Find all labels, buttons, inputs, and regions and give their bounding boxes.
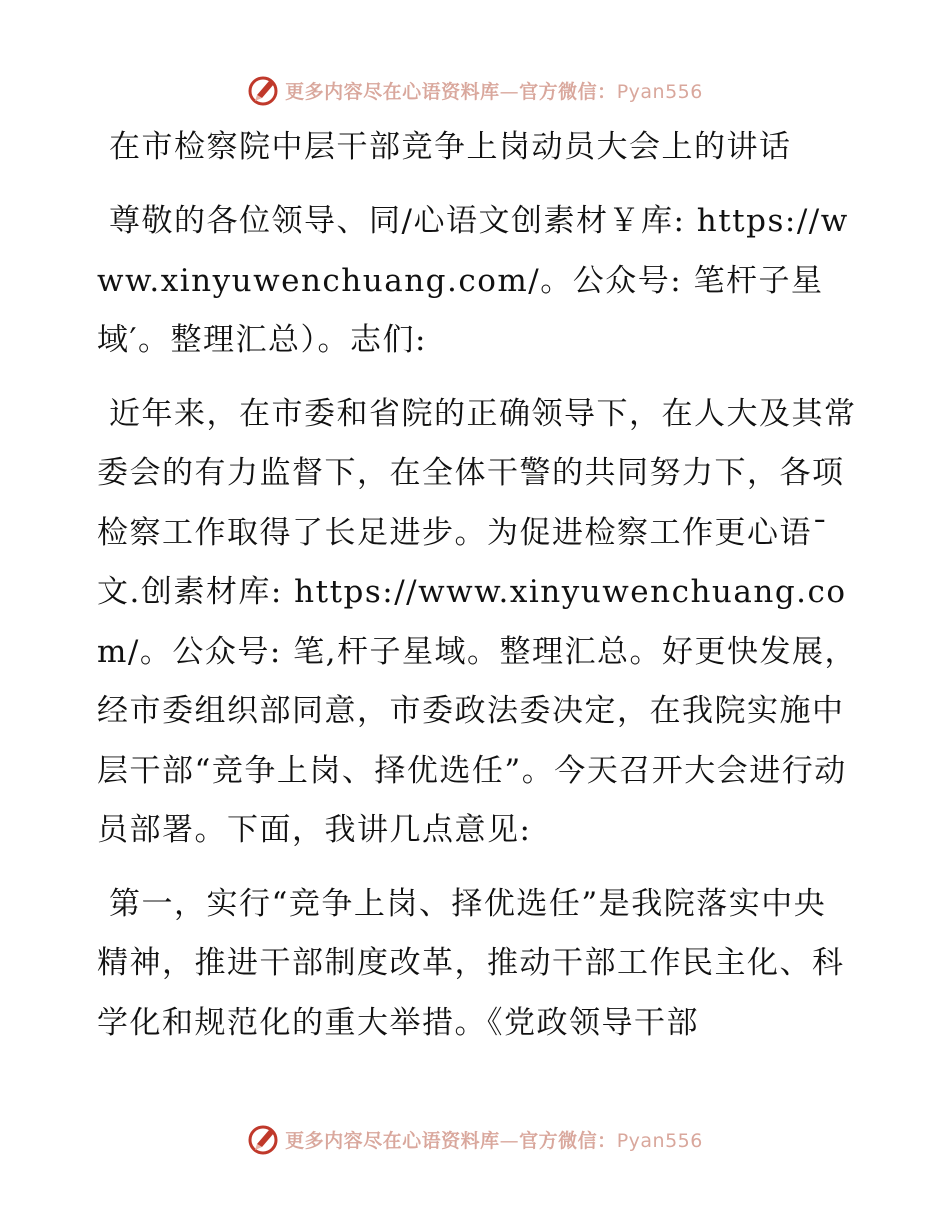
paragraph-intro: 近年来，在市委和省院的正确领导下，在人大及其常委会的有力监督下，在全体干警的共同努力下，各项检察工作取得了长足进步。为促进检察工作更心语¯文.创素材库: https://www.xinyuwenchuang.com/。公众号: 笔,杆子星域。整理汇总。好更快发展，经市委组织部同意，市委政法委决定，在我院实施中层干部“竞争上岗、择优选任”。今天召开大会进行动员部署。下面，我讲几点意见: xyxy=(97,395,857,848)
header-banner-slogan: 更多内容尽在心语资料库 xyxy=(285,80,500,103)
paragraph-first-point: 第一，实行“竞争上岗、择优选任”是我院落实中央精神，推进干部制度改革，推动干部工作民主化、科学化和规范化的重大举措。《党政领导干部 xyxy=(97,885,845,1041)
header-banner-separator: — xyxy=(499,80,520,103)
footer-banner-separator: — xyxy=(499,1129,520,1152)
footer-banner-wechat-id: Pyan556 xyxy=(616,1129,703,1152)
header-banner-wechat-id: Pyan556 xyxy=(616,80,703,103)
document-title: 在市检察院中层干部竞争上岗动员大会上的讲话 xyxy=(109,129,792,165)
header-banner-text xyxy=(285,77,703,104)
footer-banner-slogan: 更多内容尽在心语资料库 xyxy=(285,1129,500,1152)
pen-logo-icon xyxy=(247,73,281,107)
footer-banner-text xyxy=(285,1126,703,1153)
paragraph-greeting: 尊敬的各位领导、同/心语文创素材￥库: https://www.xinyuwenchuang.com/。公众号: 笔杆子星域′。整理汇总）。志们: xyxy=(97,203,849,358)
footer-banner-wechat-label: 官方微信： xyxy=(519,1129,617,1152)
pen-logo-icon xyxy=(247,1122,281,1156)
footer-banner xyxy=(0,1121,950,1157)
document-body xyxy=(97,118,857,1053)
header-banner xyxy=(0,72,950,108)
header-banner-wechat-label: 官方微信： xyxy=(519,80,617,103)
